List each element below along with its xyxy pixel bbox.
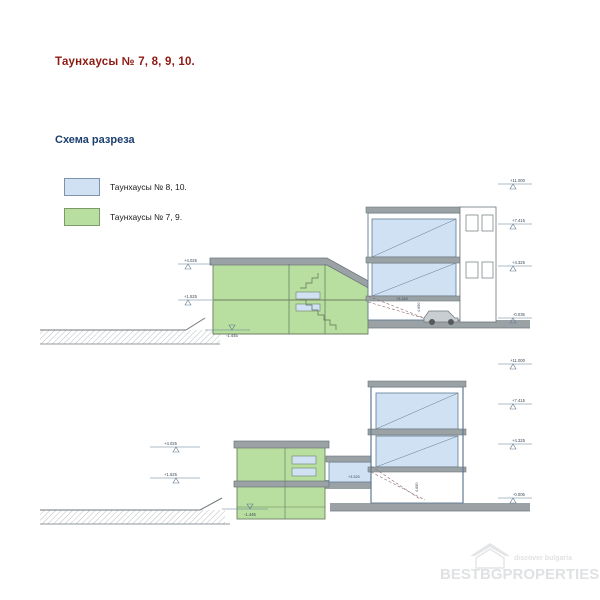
svg-text:-1.445: -1.445: [244, 512, 256, 517]
page-title: Таунхаусы № 7, 8, 9, 10.: [55, 56, 195, 68]
lower-section: [40, 358, 532, 524]
svg-text:+7.415: +7.415: [512, 398, 525, 403]
upper-right-facade: [460, 207, 496, 322]
svg-text:+11.000: +11.000: [510, 178, 525, 183]
svg-text:+4.325: +4.325: [512, 260, 525, 265]
lower-level-markers-right: [498, 358, 532, 503]
upper-ground-left: [40, 318, 220, 344]
svg-text:+4.025: +4.025: [184, 258, 197, 263]
upper-blue-volume: [366, 207, 462, 320]
svg-text:-1.445: -1.445: [226, 333, 238, 338]
watermark: [440, 543, 599, 583]
svg-text:+1.525: +1.525: [164, 472, 177, 477]
upper-green-volume: [210, 258, 372, 334]
svg-text:+7.415: +7.415: [512, 218, 525, 223]
svg-text:+3.340: +3.340: [396, 297, 408, 301]
lower-green-volume: [234, 441, 329, 519]
watermark-line2: BESTBGPROPERTIES: [440, 566, 600, 583]
watermark-line1: discover bulgaria: [514, 555, 572, 562]
svg-text:+1.525: +1.525: [184, 294, 197, 299]
svg-text:+3.320: +3.320: [348, 475, 360, 479]
upper-level-markers-right: [498, 178, 532, 323]
svg-text:4.690: 4.690: [415, 482, 419, 492]
section-subtitle: Схема разреза: [55, 134, 135, 146]
lower-ground-left: [40, 498, 230, 524]
legend-label-blue: Таунхаусы № 8, 10.: [110, 182, 187, 192]
svg-text:+4.025: +4.025: [164, 441, 177, 446]
svg-text:+4.325: +4.325: [512, 438, 525, 443]
svg-text:+11.000: +11.000: [510, 358, 525, 363]
legend-label-green: Таунхаусы № 7, 9.: [110, 212, 183, 222]
svg-text:-0.005: -0.005: [513, 492, 525, 497]
svg-text:-0.035: -0.035: [513, 312, 525, 317]
lower-ground-right: [330, 503, 530, 511]
svg-text:4.690: 4.690: [417, 302, 421, 312]
upper-section: [40, 178, 532, 344]
